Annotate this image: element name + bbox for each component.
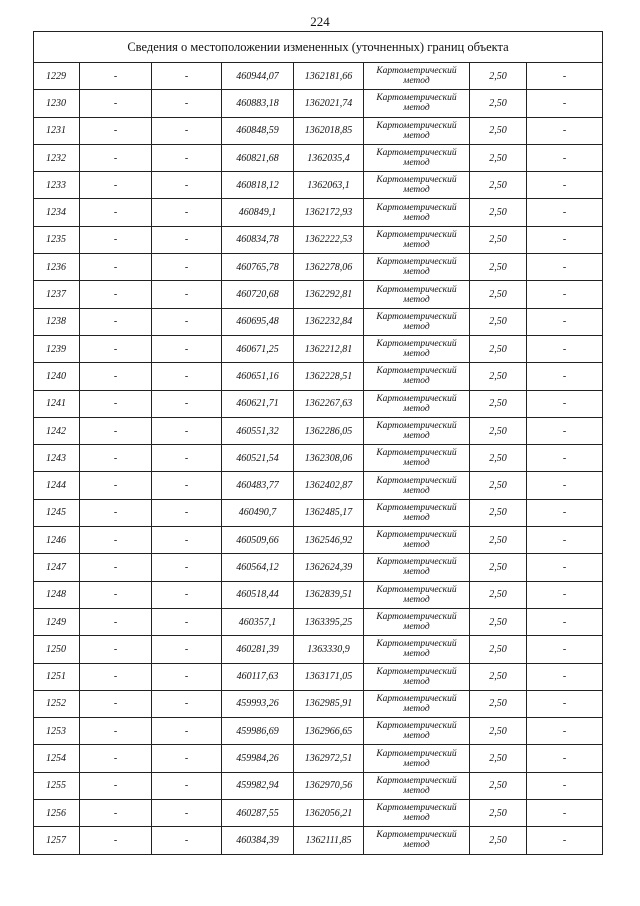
prev-x-cell: - <box>80 117 152 144</box>
x-coordinate-cell: 460117,63 <box>222 663 294 690</box>
description-cell: - <box>527 690 603 717</box>
point-number-cell: 1250 <box>34 636 80 663</box>
point-number-cell: 1242 <box>34 417 80 444</box>
point-number-cell: 1253 <box>34 718 80 745</box>
prev-y-cell: - <box>152 800 222 827</box>
prev-x-cell: - <box>80 636 152 663</box>
description-cell: - <box>527 581 603 608</box>
x-coordinate-cell: 459984,26 <box>222 745 294 772</box>
x-coordinate-cell: 460287,55 <box>222 800 294 827</box>
method-cell: Картометрический метод <box>364 527 470 554</box>
prev-y-cell: - <box>152 527 222 554</box>
prev-x-cell: - <box>80 800 152 827</box>
prev-x-cell: - <box>80 527 152 554</box>
point-number-cell: 1239 <box>34 335 80 362</box>
point-number-cell: 1235 <box>34 226 80 253</box>
x-coordinate-cell: 460883,18 <box>222 90 294 117</box>
description-cell: - <box>527 445 603 472</box>
x-coordinate-cell: 460651,16 <box>222 363 294 390</box>
y-coordinate-cell: 1362035,4 <box>294 144 364 171</box>
x-coordinate-cell: 460564,12 <box>222 554 294 581</box>
y-coordinate-cell: 1362972,51 <box>294 745 364 772</box>
method-cell: Картометрический метод <box>364 117 470 144</box>
table-row <box>34 254 603 281</box>
method-cell: Картометрический метод <box>364 363 470 390</box>
prev-y-cell: - <box>152 827 222 854</box>
prev-x-cell: - <box>80 417 152 444</box>
description-cell: - <box>527 390 603 417</box>
boundary-table-sheet <box>33 31 602 855</box>
accuracy-cell: 2,50 <box>470 63 527 90</box>
description-cell: - <box>527 117 603 144</box>
y-coordinate-cell: 1362172,93 <box>294 199 364 226</box>
prev-x-cell: - <box>80 172 152 199</box>
accuracy-cell: 2,50 <box>470 254 527 281</box>
accuracy-cell: 2,50 <box>470 718 527 745</box>
accuracy-cell: 2,50 <box>470 690 527 717</box>
prev-y-cell: - <box>152 417 222 444</box>
prev-y-cell: - <box>152 554 222 581</box>
accuracy-cell: 2,50 <box>470 527 527 554</box>
table-row <box>34 499 603 526</box>
accuracy-cell: 2,50 <box>470 663 527 690</box>
point-number-cell: 1241 <box>34 390 80 417</box>
method-cell: Картометрический метод <box>364 827 470 854</box>
y-coordinate-cell: 1362624,39 <box>294 554 364 581</box>
y-coordinate-cell: 1362181,66 <box>294 63 364 90</box>
prev-x-cell: - <box>80 827 152 854</box>
method-cell: Картометрический метод <box>364 90 470 117</box>
y-coordinate-cell: 1362018,85 <box>294 117 364 144</box>
y-coordinate-cell: 1362056,21 <box>294 800 364 827</box>
point-number-cell: 1240 <box>34 363 80 390</box>
method-cell: Картометрический метод <box>364 63 470 90</box>
point-number-cell: 1247 <box>34 554 80 581</box>
prev-y-cell: - <box>152 499 222 526</box>
method-cell: Картометрический метод <box>364 554 470 581</box>
prev-y-cell: - <box>152 445 222 472</box>
y-coordinate-cell: 1362839,51 <box>294 581 364 608</box>
method-cell: Картометрический метод <box>364 800 470 827</box>
method-cell: Картометрический метод <box>364 335 470 362</box>
point-number-cell: 1238 <box>34 308 80 335</box>
prev-y-cell: - <box>152 772 222 799</box>
x-coordinate-cell: 460720,68 <box>222 281 294 308</box>
prev-x-cell: - <box>80 63 152 90</box>
y-coordinate-cell: 1362985,91 <box>294 690 364 717</box>
accuracy-cell: 2,50 <box>470 335 527 362</box>
table-row <box>34 663 603 690</box>
description-cell: - <box>527 718 603 745</box>
y-coordinate-cell: 1362292,81 <box>294 281 364 308</box>
prev-x-cell: - <box>80 772 152 799</box>
prev-x-cell: - <box>80 581 152 608</box>
table-row <box>34 363 603 390</box>
description-cell: - <box>527 172 603 199</box>
method-cell: Картометрический метод <box>364 445 470 472</box>
prev-y-cell: - <box>152 363 222 390</box>
description-cell: - <box>527 772 603 799</box>
table-title: Сведения о местоположении измененных (уточненных) границ объекта <box>34 32 603 63</box>
prev-x-cell: - <box>80 281 152 308</box>
prev-x-cell: - <box>80 308 152 335</box>
accuracy-cell: 2,50 <box>470 772 527 799</box>
prev-y-cell: - <box>152 172 222 199</box>
table-row <box>34 90 603 117</box>
description-cell: - <box>527 827 603 854</box>
method-cell: Картометрический метод <box>364 199 470 226</box>
table-header-row <box>34 32 603 63</box>
y-coordinate-cell: 1362966,65 <box>294 718 364 745</box>
prev-y-cell: - <box>152 335 222 362</box>
x-coordinate-cell: 460281,39 <box>222 636 294 663</box>
x-coordinate-cell: 460521,54 <box>222 445 294 472</box>
y-coordinate-cell: 1362212,81 <box>294 335 364 362</box>
table-row <box>34 608 603 635</box>
accuracy-cell: 2,50 <box>470 117 527 144</box>
method-cell: Картометрический метод <box>364 472 470 499</box>
x-coordinate-cell: 460483,77 <box>222 472 294 499</box>
point-number-cell: 1251 <box>34 663 80 690</box>
x-coordinate-cell: 460834,78 <box>222 226 294 253</box>
y-coordinate-cell: 1362970,56 <box>294 772 364 799</box>
prev-y-cell: - <box>152 718 222 745</box>
y-coordinate-cell: 1363171,05 <box>294 663 364 690</box>
prev-y-cell: - <box>152 745 222 772</box>
x-coordinate-cell: 460518,44 <box>222 581 294 608</box>
table-row <box>34 690 603 717</box>
prev-x-cell: - <box>80 745 152 772</box>
method-cell: Картометрический метод <box>364 172 470 199</box>
accuracy-cell: 2,50 <box>470 90 527 117</box>
method-cell: Картометрический метод <box>364 745 470 772</box>
description-cell: - <box>527 745 603 772</box>
prev-x-cell: - <box>80 199 152 226</box>
description-cell: - <box>527 608 603 635</box>
prev-y-cell: - <box>152 636 222 663</box>
y-coordinate-cell: 1362546,92 <box>294 527 364 554</box>
accuracy-cell: 2,50 <box>470 745 527 772</box>
description-cell: - <box>527 363 603 390</box>
point-number-cell: 1231 <box>34 117 80 144</box>
x-coordinate-cell: 460671,25 <box>222 335 294 362</box>
point-number-cell: 1230 <box>34 90 80 117</box>
description-cell: - <box>527 663 603 690</box>
point-number-cell: 1243 <box>34 445 80 472</box>
prev-x-cell: - <box>80 390 152 417</box>
prev-y-cell: - <box>152 390 222 417</box>
table-row <box>34 472 603 499</box>
x-coordinate-cell: 459986,69 <box>222 718 294 745</box>
y-coordinate-cell: 1362111,85 <box>294 827 364 854</box>
accuracy-cell: 2,50 <box>470 172 527 199</box>
prev-x-cell: - <box>80 226 152 253</box>
description-cell: - <box>527 636 603 663</box>
table-row <box>34 117 603 144</box>
table-row <box>34 445 603 472</box>
accuracy-cell: 2,50 <box>470 417 527 444</box>
prev-x-cell: - <box>80 690 152 717</box>
y-coordinate-cell: 1362021,74 <box>294 90 364 117</box>
accuracy-cell: 2,50 <box>470 581 527 608</box>
prev-x-cell: - <box>80 363 152 390</box>
method-cell: Картометрический метод <box>364 663 470 690</box>
description-cell: - <box>527 226 603 253</box>
method-cell: Картометрический метод <box>364 718 470 745</box>
point-number-cell: 1256 <box>34 800 80 827</box>
accuracy-cell: 2,50 <box>470 308 527 335</box>
accuracy-cell: 2,50 <box>470 636 527 663</box>
accuracy-cell: 2,50 <box>470 608 527 635</box>
description-cell: - <box>527 499 603 526</box>
x-coordinate-cell: 460551,32 <box>222 417 294 444</box>
accuracy-cell: 2,50 <box>470 390 527 417</box>
table-row <box>34 226 603 253</box>
prev-y-cell: - <box>152 226 222 253</box>
method-cell: Картометрический метод <box>364 636 470 663</box>
point-number-cell: 1245 <box>34 499 80 526</box>
point-number-cell: 1252 <box>34 690 80 717</box>
table-row <box>34 745 603 772</box>
prev-y-cell: - <box>152 63 222 90</box>
prev-x-cell: - <box>80 472 152 499</box>
table-row <box>34 63 603 90</box>
method-cell: Картометрический метод <box>364 390 470 417</box>
accuracy-cell: 2,50 <box>470 363 527 390</box>
table-row <box>34 417 603 444</box>
y-coordinate-cell: 1362402,87 <box>294 472 364 499</box>
prev-x-cell: - <box>80 554 152 581</box>
accuracy-cell: 2,50 <box>470 199 527 226</box>
description-cell: - <box>527 554 603 581</box>
y-coordinate-cell: 1362063,1 <box>294 172 364 199</box>
method-cell: Картометрический метод <box>364 581 470 608</box>
prev-x-cell: - <box>80 445 152 472</box>
table-row <box>34 800 603 827</box>
table-row <box>34 199 603 226</box>
accuracy-cell: 2,50 <box>470 800 527 827</box>
prev-y-cell: - <box>152 663 222 690</box>
point-number-cell: 1232 <box>34 144 80 171</box>
y-coordinate-cell: 1362232,84 <box>294 308 364 335</box>
method-cell: Картометрический метод <box>364 690 470 717</box>
boundary-coordinates-table <box>33 31 603 855</box>
table-row <box>34 718 603 745</box>
method-cell: Картометрический метод <box>364 499 470 526</box>
prev-y-cell: - <box>152 581 222 608</box>
prev-y-cell: - <box>152 199 222 226</box>
description-cell: - <box>527 800 603 827</box>
x-coordinate-cell: 460509,66 <box>222 527 294 554</box>
prev-x-cell: - <box>80 144 152 171</box>
table-row <box>34 144 603 171</box>
point-number-cell: 1248 <box>34 581 80 608</box>
description-cell: - <box>527 144 603 171</box>
accuracy-cell: 2,50 <box>470 144 527 171</box>
prev-y-cell: - <box>152 472 222 499</box>
description-cell: - <box>527 199 603 226</box>
prev-y-cell: - <box>152 608 222 635</box>
table-row <box>34 335 603 362</box>
prev-x-cell: - <box>80 718 152 745</box>
description-cell: - <box>527 527 603 554</box>
point-number-cell: 1249 <box>34 608 80 635</box>
prev-x-cell: - <box>80 499 152 526</box>
point-number-cell: 1233 <box>34 172 80 199</box>
table-row <box>34 827 603 854</box>
prev-y-cell: - <box>152 90 222 117</box>
description-cell: - <box>527 90 603 117</box>
table-row <box>34 581 603 608</box>
method-cell: Картометрический метод <box>364 308 470 335</box>
prev-y-cell: - <box>152 117 222 144</box>
description-cell: - <box>527 63 603 90</box>
y-coordinate-cell: 1362278,06 <box>294 254 364 281</box>
prev-y-cell: - <box>152 144 222 171</box>
point-number-cell: 1237 <box>34 281 80 308</box>
table-row <box>34 636 603 663</box>
x-coordinate-cell: 460621,71 <box>222 390 294 417</box>
x-coordinate-cell: 460490,7 <box>222 499 294 526</box>
description-cell: - <box>527 254 603 281</box>
method-cell: Картометрический метод <box>364 608 470 635</box>
accuracy-cell: 2,50 <box>470 445 527 472</box>
prev-y-cell: - <box>152 690 222 717</box>
method-cell: Картометрический метод <box>364 226 470 253</box>
point-number-cell: 1236 <box>34 254 80 281</box>
prev-y-cell: - <box>152 308 222 335</box>
point-number-cell: 1246 <box>34 527 80 554</box>
x-coordinate-cell: 460695,48 <box>222 308 294 335</box>
table-row <box>34 554 603 581</box>
accuracy-cell: 2,50 <box>470 827 527 854</box>
table-row <box>34 172 603 199</box>
description-cell: - <box>527 281 603 308</box>
table-row <box>34 527 603 554</box>
y-coordinate-cell: 1362485,17 <box>294 499 364 526</box>
point-number-cell: 1255 <box>34 772 80 799</box>
accuracy-cell: 2,50 <box>470 472 527 499</box>
point-number-cell: 1229 <box>34 63 80 90</box>
prev-x-cell: - <box>80 608 152 635</box>
description-cell: - <box>527 472 603 499</box>
accuracy-cell: 2,50 <box>470 226 527 253</box>
prev-x-cell: - <box>80 335 152 362</box>
x-coordinate-cell: 460944,07 <box>222 63 294 90</box>
method-cell: Картометрический метод <box>364 254 470 281</box>
x-coordinate-cell: 459993,26 <box>222 690 294 717</box>
x-coordinate-cell: 460765,78 <box>222 254 294 281</box>
x-coordinate-cell: 459982,94 <box>222 772 294 799</box>
table-row <box>34 772 603 799</box>
table-row <box>34 308 603 335</box>
y-coordinate-cell: 1362308,06 <box>294 445 364 472</box>
method-cell: Картометрический метод <box>364 772 470 799</box>
prev-y-cell: - <box>152 254 222 281</box>
description-cell: - <box>527 417 603 444</box>
point-number-cell: 1254 <box>34 745 80 772</box>
x-coordinate-cell: 460357,1 <box>222 608 294 635</box>
x-coordinate-cell: 460848,59 <box>222 117 294 144</box>
point-number-cell: 1234 <box>34 199 80 226</box>
x-coordinate-cell: 460821,68 <box>222 144 294 171</box>
accuracy-cell: 2,50 <box>470 281 527 308</box>
prev-x-cell: - <box>80 254 152 281</box>
y-coordinate-cell: 1362228,51 <box>294 363 364 390</box>
y-coordinate-cell: 1362222,53 <box>294 226 364 253</box>
prev-y-cell: - <box>152 281 222 308</box>
method-cell: Картометрический метод <box>364 281 470 308</box>
y-coordinate-cell: 1362267,63 <box>294 390 364 417</box>
y-coordinate-cell: 1363395,25 <box>294 608 364 635</box>
y-coordinate-cell: 1362286,05 <box>294 417 364 444</box>
x-coordinate-cell: 460849,1 <box>222 199 294 226</box>
description-cell: - <box>527 308 603 335</box>
prev-x-cell: - <box>80 663 152 690</box>
method-cell: Картометрический метод <box>364 417 470 444</box>
point-number-cell: 1244 <box>34 472 80 499</box>
page-number: 224 <box>310 14 330 29</box>
prev-x-cell: - <box>80 90 152 117</box>
method-cell: Картометрический метод <box>364 144 470 171</box>
point-number-cell: 1257 <box>34 827 80 854</box>
accuracy-cell: 2,50 <box>470 499 527 526</box>
x-coordinate-cell: 460384,39 <box>222 827 294 854</box>
table-row <box>34 390 603 417</box>
accuracy-cell: 2,50 <box>470 554 527 581</box>
description-cell: - <box>527 335 603 362</box>
x-coordinate-cell: 460818,12 <box>222 172 294 199</box>
table-row <box>34 281 603 308</box>
y-coordinate-cell: 1363330,9 <box>294 636 364 663</box>
